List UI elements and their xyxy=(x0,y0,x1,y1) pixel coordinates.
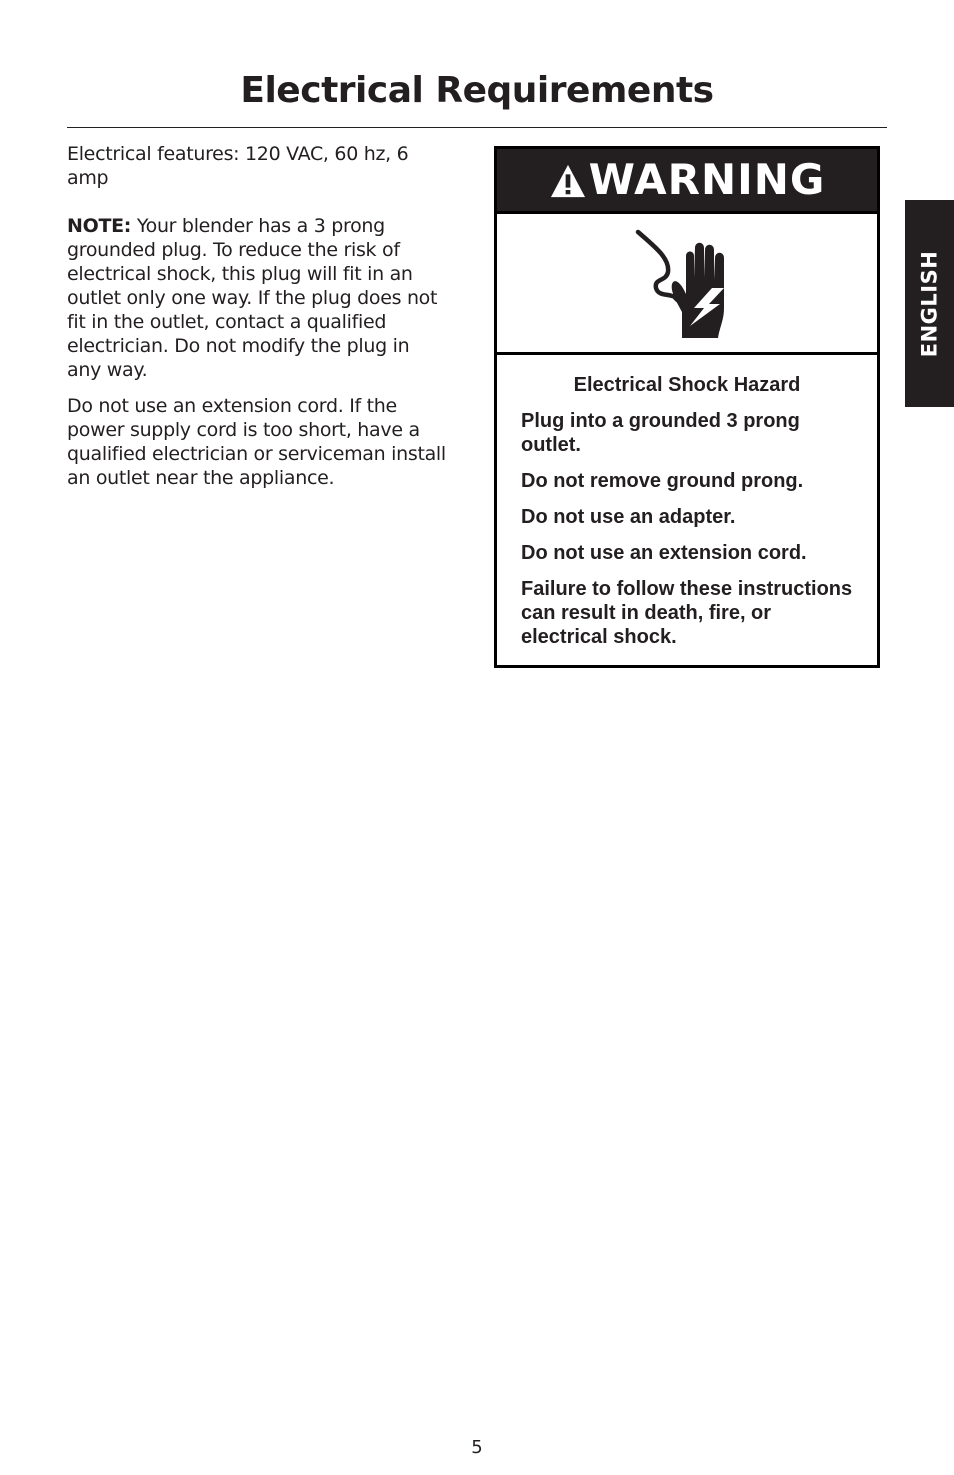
warning-line: Do not use an extension cord. xyxy=(521,542,807,564)
extension-cord-paragraph: Do not use an extension cord. If the power supply cord is too short, have a qualified electrician or serviceman install an outlet near the appliance. xyxy=(67,395,446,489)
warning-triangle-icon xyxy=(549,163,587,199)
warning-line: Failure to follow these instructions can result in death, fire, or electrical shock. xyxy=(521,578,853,648)
warning-box xyxy=(494,146,880,668)
note-paragraph xyxy=(67,214,447,382)
language-tab xyxy=(905,200,954,407)
shock-icon-panel xyxy=(497,214,877,355)
note-label: NOTE: xyxy=(67,215,132,237)
page-title: Electrical Requirements xyxy=(240,70,714,111)
hazard-title: Electrical Shock Hazard xyxy=(573,374,801,396)
warning-line: Do not use an adapter. xyxy=(521,506,736,528)
title-divider xyxy=(67,127,887,128)
page-number: 5 xyxy=(471,1437,483,1458)
warning-line: Do not remove ground prong. xyxy=(521,470,804,492)
warning-header xyxy=(497,149,877,214)
electrical-info-column xyxy=(67,142,447,502)
warning-word: WARNING xyxy=(588,155,826,204)
warning-line: Plug into a grounded 3 prong outlet. xyxy=(521,410,800,456)
electrical-shock-hand-icon xyxy=(632,226,742,341)
note-text: Your blender has a 3 prong grounded plug. To reduce the risk of electrical shock, this plug will fit in an outlet only one way. If the plug does not fit in the outlet, contact a qualified electrician. Do not modify the plug in any way. xyxy=(67,215,438,381)
electrical-features-text: Electrical features: 120 VAC, 60 hz, 6 amp xyxy=(67,143,409,189)
language-tab-label: ENGLISH xyxy=(917,250,942,357)
warning-text-panel xyxy=(497,355,877,649)
